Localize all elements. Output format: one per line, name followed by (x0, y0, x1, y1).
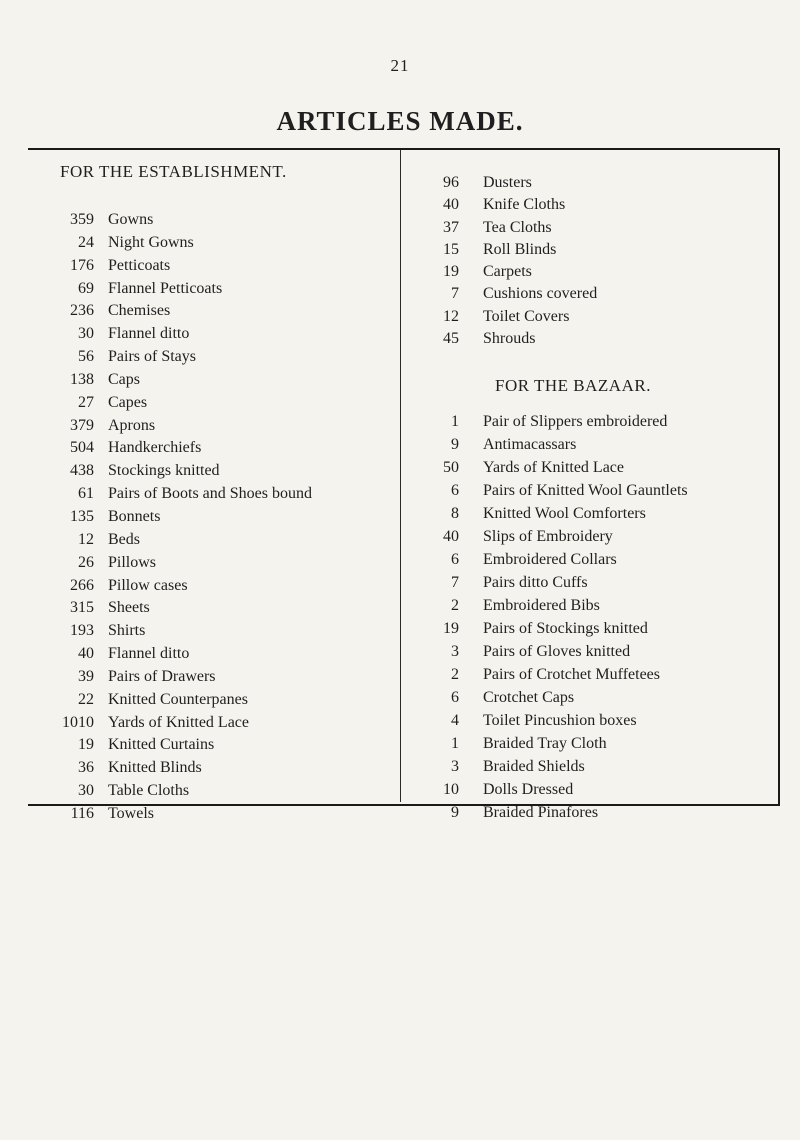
list-item (60, 529, 390, 552)
list-item (405, 502, 775, 525)
item-quantity: 1 (451, 413, 459, 431)
item-label: Pillows (108, 553, 157, 571)
list-item (60, 689, 390, 712)
item-quantity: 266 (70, 576, 94, 594)
item-quantity: 7 (451, 574, 459, 592)
item-label: Gowns (108, 211, 154, 228)
list-item (405, 217, 775, 239)
list-item (60, 597, 390, 620)
list-item (405, 306, 775, 328)
item-quantity: 176 (70, 256, 94, 274)
item-label: Pairs of Drawers (108, 667, 216, 685)
item-label: Toilet Covers (483, 307, 570, 325)
list-item (60, 734, 390, 757)
item-label: Slips of Embroidery (483, 528, 613, 546)
item-label: Chemises (108, 302, 171, 320)
item-quantity: 69 (78, 279, 94, 297)
column-divider (400, 150, 401, 802)
item-label: Pairs of Crotchet Muffetees (483, 666, 660, 684)
item-label: Table Cloths (108, 782, 190, 800)
list-item (60, 232, 390, 255)
item-label: Braided Shields (483, 758, 585, 776)
list-item (60, 803, 390, 826)
item-quantity: 4 (451, 712, 459, 730)
item-quantity: 7 (451, 285, 459, 303)
item-label: Cushions covered (483, 285, 598, 303)
item-label: Petticoats (108, 256, 171, 274)
item-label: Beds (108, 530, 140, 548)
item-quantity: 116 (70, 804, 94, 822)
item-quantity: 22 (78, 690, 94, 708)
item-quantity: 315 (70, 599, 94, 617)
bazaar-list (405, 410, 775, 824)
list-item (60, 575, 390, 598)
item-quantity: 193 (70, 622, 94, 640)
list-item (60, 643, 390, 666)
item-quantity: 6 (451, 551, 459, 569)
item-quantity: 19 (443, 263, 459, 281)
item-quantity: 30 (78, 325, 94, 343)
list-item (60, 323, 390, 346)
item-label: Carpets (483, 263, 532, 281)
item-label: Towels (108, 804, 154, 822)
item-quantity: 36 (78, 759, 94, 777)
list-item (60, 209, 390, 232)
item-quantity: 37 (443, 218, 459, 236)
item-label: Braided Pinafores (483, 804, 599, 822)
list-item (405, 172, 775, 194)
page-number: 21 (390, 56, 410, 75)
establishment-column (60, 162, 390, 826)
list-item (405, 617, 775, 640)
list-item (405, 709, 775, 732)
item-quantity: 359 (70, 211, 94, 228)
item-label: Capes (108, 393, 148, 411)
list-item (405, 548, 775, 571)
item-quantity: 15 (443, 240, 459, 258)
item-label: Crotchet Caps (483, 689, 575, 707)
list-item (60, 255, 390, 278)
item-quantity: 26 (78, 553, 94, 571)
item-label: Pairs of Knitted Wool Gauntlets (483, 482, 688, 500)
item-label: Antimacassars (483, 436, 577, 454)
item-label: Yards of Knitted Lace (108, 713, 250, 731)
list-item (405, 778, 775, 801)
item-quantity: 10 (443, 781, 459, 799)
list-item (60, 369, 390, 392)
item-quantity: 12 (78, 530, 94, 548)
item-label: Toilet Pincushion boxes (483, 712, 637, 730)
list-item (405, 456, 775, 479)
item-quantity: 3 (451, 643, 459, 661)
item-label: Yards of Knitted Lace (483, 459, 625, 477)
item-label: Bonnets (108, 507, 161, 525)
list-item (60, 346, 390, 369)
list-item (60, 552, 390, 575)
list-item (60, 620, 390, 643)
list-item (405, 525, 775, 548)
item-label: Knitted Curtains (108, 736, 215, 754)
item-quantity: 12 (443, 307, 459, 325)
item-quantity: 24 (78, 233, 94, 251)
list-item (405, 283, 775, 305)
item-quantity: 96 (443, 174, 459, 191)
list-item (405, 732, 775, 755)
item-label: Knife Cloths (483, 196, 566, 214)
item-quantity: 19 (78, 736, 94, 754)
page-title: ARTICLES MADE. (276, 106, 524, 136)
list-item (405, 479, 775, 502)
list-item (405, 686, 775, 709)
item-label: Shrouds (483, 330, 536, 348)
item-quantity: 504 (70, 439, 94, 457)
item-label: Caps (108, 370, 140, 388)
item-quantity: 39 (78, 667, 94, 685)
item-quantity: 56 (78, 348, 94, 366)
item-label: Flannel ditto (108, 645, 190, 663)
item-label: Braided Tray Cloth (483, 735, 607, 753)
list-item (405, 663, 775, 686)
item-quantity: 19 (443, 620, 459, 638)
item-quantity: 379 (70, 416, 94, 434)
item-quantity: 1 (451, 735, 459, 753)
item-quantity: 9 (451, 436, 459, 454)
list-item (405, 433, 775, 456)
item-quantity: 61 (78, 485, 94, 503)
item-label: Dolls Dressed (483, 781, 574, 799)
item-quantity: 6 (451, 482, 459, 500)
item-label: Shirts (108, 622, 146, 640)
list-item (405, 328, 775, 350)
item-label: Pairs of Gloves knitted (483, 643, 631, 661)
item-quantity: 438 (70, 462, 94, 480)
item-label: Flannel ditto (108, 325, 190, 343)
item-label: Embroidered Collars (483, 551, 617, 569)
establishment-heading: FOR THE ESTABLISHMENT. (60, 162, 287, 181)
item-quantity: 236 (70, 302, 94, 320)
item-label: Tea Cloths (483, 218, 552, 236)
bazaar-heading: FOR THE BAZAAR. (495, 376, 651, 396)
list-item (60, 392, 390, 415)
list-item (405, 640, 775, 663)
item-quantity: 40 (443, 196, 459, 214)
item-quantity: 3 (451, 758, 459, 776)
item-quantity: 30 (78, 782, 94, 800)
list-item (60, 483, 390, 506)
item-quantity: 40 (443, 528, 459, 546)
list-item (405, 801, 775, 824)
item-quantity: 2 (451, 666, 459, 684)
item-quantity: 9 (451, 804, 459, 822)
list-item (405, 571, 775, 594)
item-label: Knitted Wool Comforters (483, 505, 646, 523)
item-label: Knitted Counterpanes (108, 690, 248, 708)
establishment-list (60, 209, 390, 826)
list-item (405, 194, 775, 216)
list-item (405, 755, 775, 778)
list-item (60, 757, 390, 780)
list-item (405, 410, 775, 433)
establishment-continued-list (405, 172, 775, 350)
item-label: Handkerchiefs (108, 439, 202, 457)
list-item (60, 278, 390, 301)
item-label: Flannel Petticoats (108, 279, 223, 297)
item-label: Knitted Blinds (108, 759, 202, 777)
item-label: Pairs of Stockings knitted (483, 620, 648, 638)
item-label: Pairs ditto Cuffs (483, 574, 588, 592)
item-label: Embroidered Bibs (483, 597, 600, 615)
list-item (60, 415, 390, 438)
item-label: Stockings knitted (108, 462, 220, 480)
item-label: Aprons (108, 416, 156, 434)
list-item (60, 780, 390, 803)
list-item (405, 239, 775, 261)
item-label: Pairs of Boots and Shoes bound (108, 485, 312, 503)
list-item (60, 666, 390, 689)
list-item (405, 594, 775, 617)
item-label: Night Gowns (108, 233, 194, 251)
item-quantity: 138 (70, 370, 94, 388)
right-column (405, 172, 775, 824)
item-quantity: 50 (443, 459, 459, 477)
list-item (60, 506, 390, 529)
item-label: Sheets (108, 599, 150, 617)
item-label: Dusters (483, 174, 532, 191)
list-item (60, 437, 390, 460)
item-quantity: 135 (70, 507, 94, 525)
list-item (60, 460, 390, 483)
list-item (405, 261, 775, 283)
item-quantity: 45 (443, 330, 459, 348)
item-quantity: 6 (451, 689, 459, 707)
item-label: Roll Blinds (483, 240, 557, 258)
item-label: Pairs of Stays (108, 348, 196, 366)
item-quantity: 40 (78, 645, 94, 663)
item-quantity: 8 (451, 505, 459, 523)
item-quantity: 1010 (62, 713, 94, 731)
list-item (60, 712, 390, 735)
list-item (60, 300, 390, 323)
item-label: Pair of Slippers embroidered (483, 413, 668, 431)
item-label: Pillow cases (108, 576, 188, 594)
item-quantity: 27 (78, 393, 94, 411)
item-quantity: 2 (451, 597, 459, 615)
